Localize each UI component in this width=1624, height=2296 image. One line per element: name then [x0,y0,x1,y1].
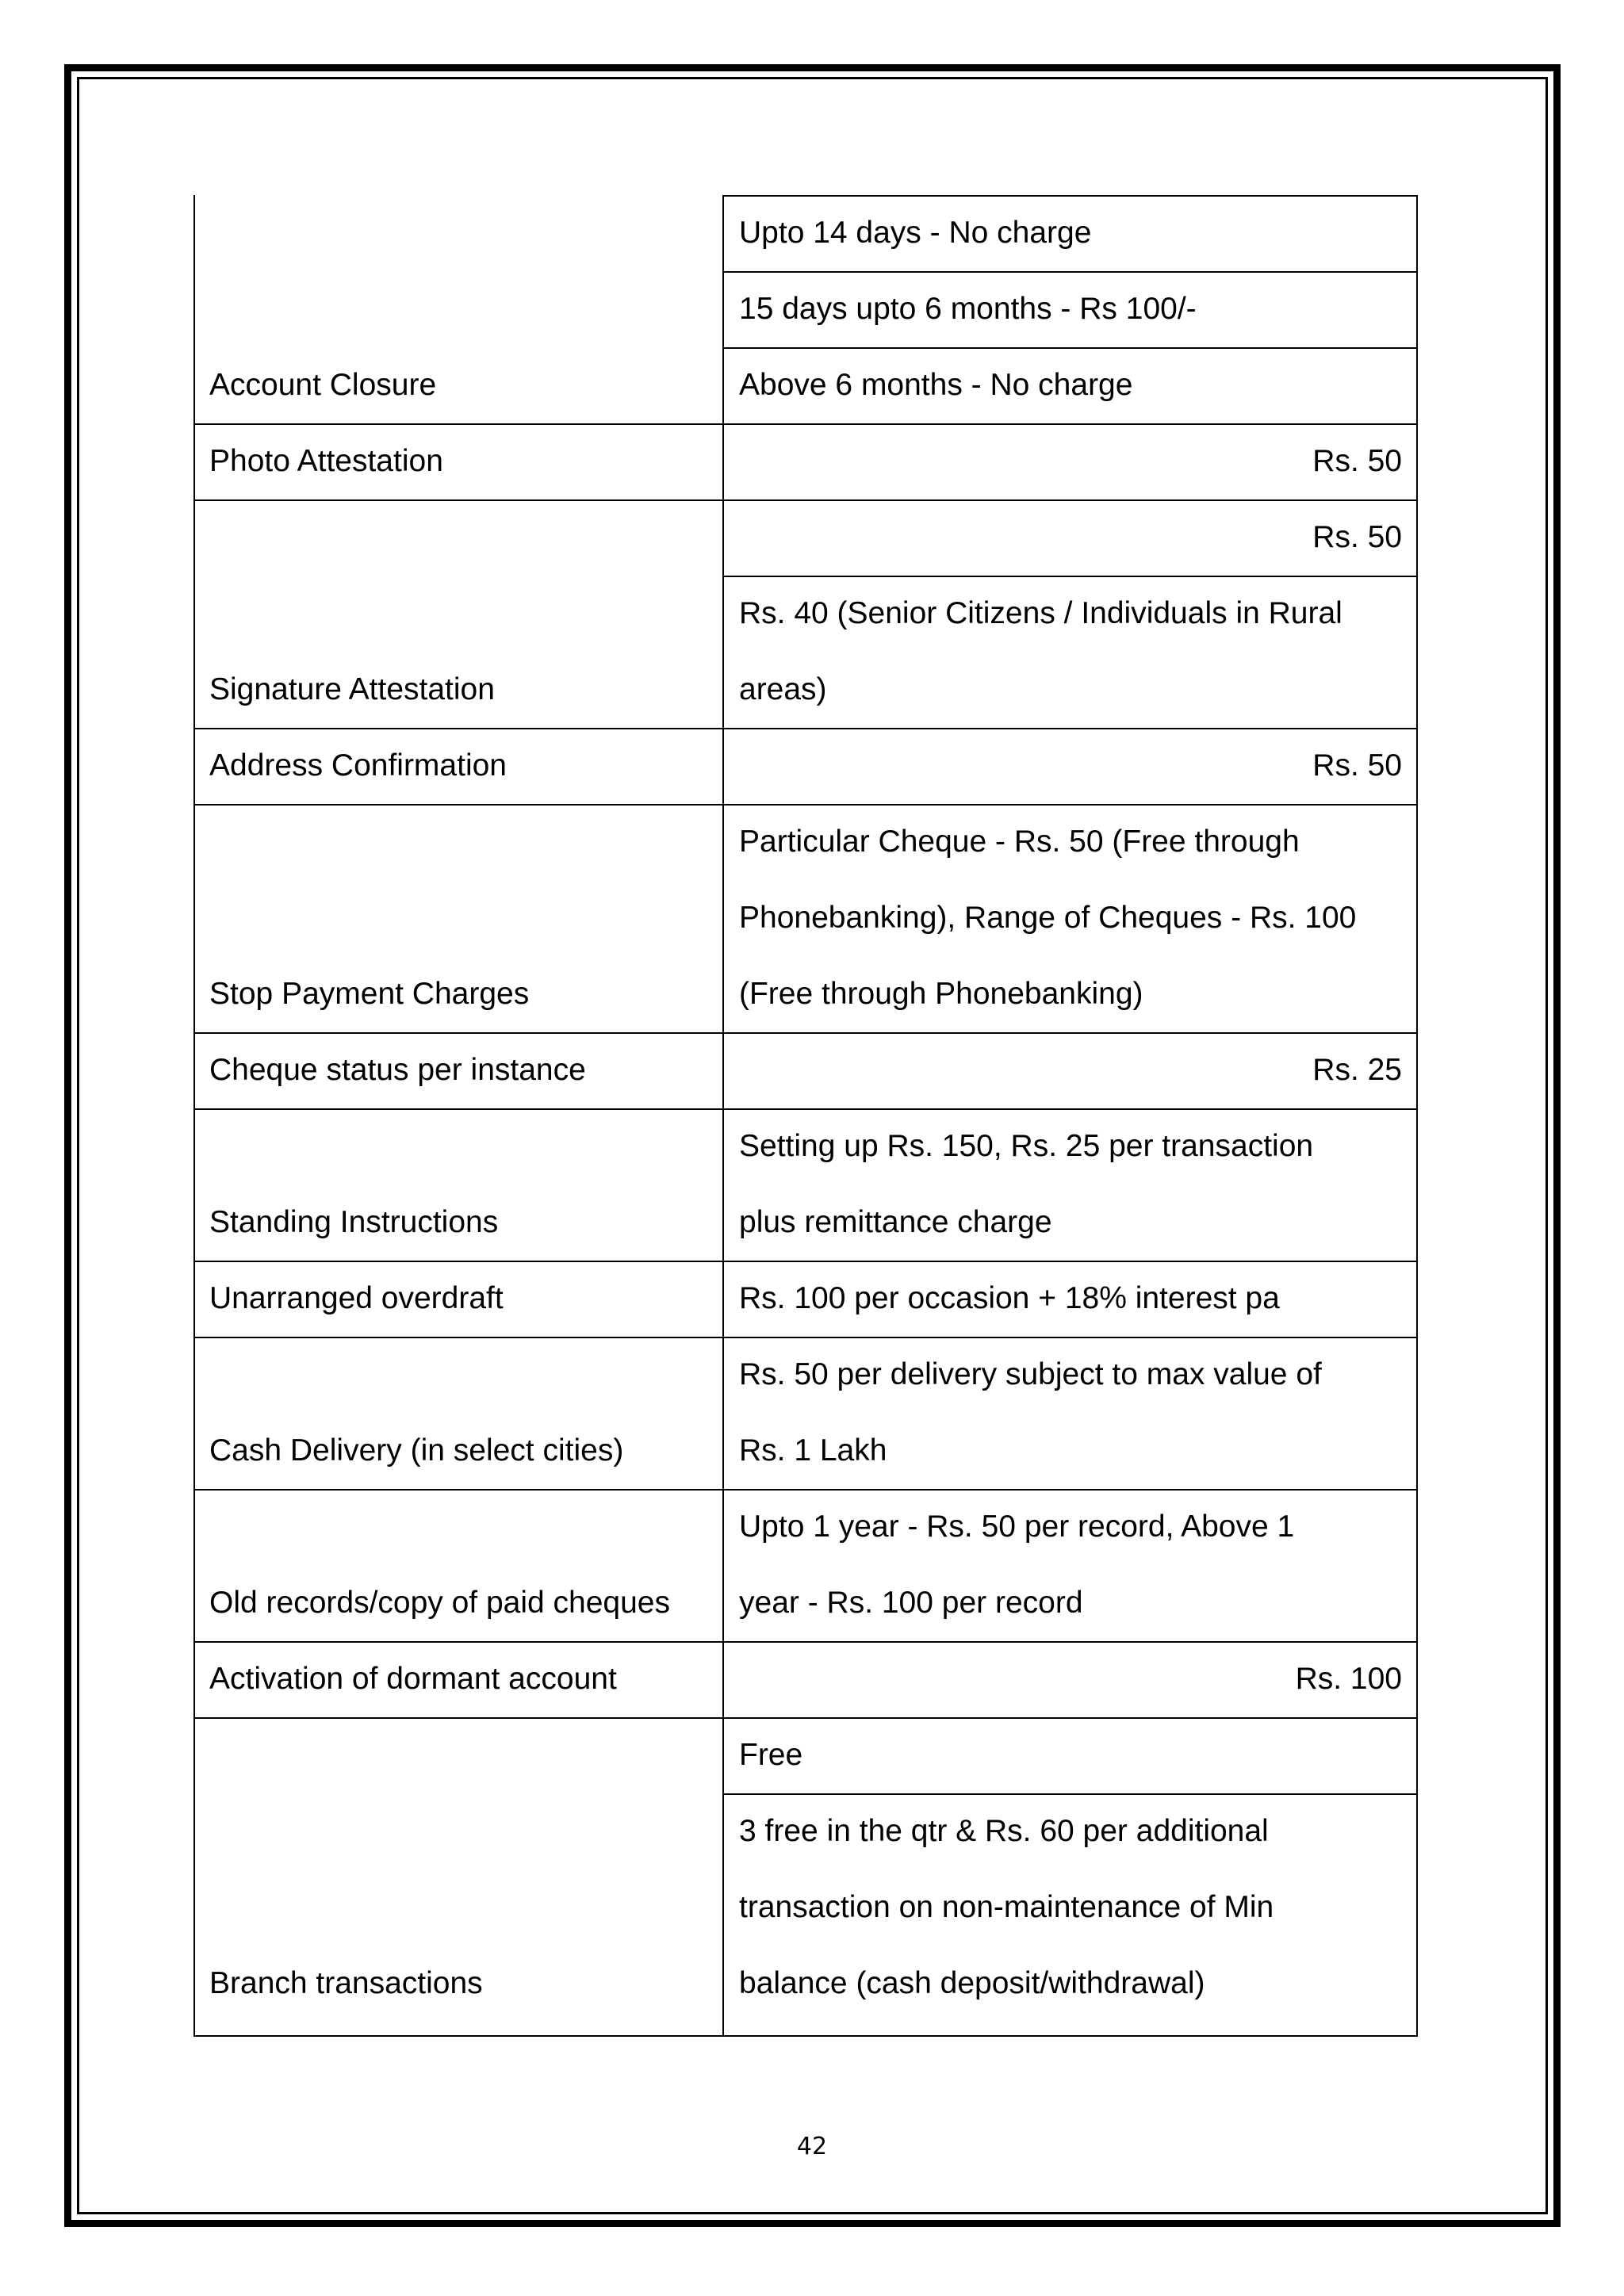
row-label-account-closure: Account Closure [209,368,437,402]
row-value: Rs. 100 per occasion + 18% interest pa [739,1281,1280,1315]
row-divider [193,1641,1418,1643]
row-value: Rs. 50 [1312,748,1402,783]
row-value: Rs. 50 [1312,520,1402,554]
table-line-middle [722,195,724,2037]
row-value: Phonebanking), Range of Cheques - Rs. 100 [739,901,1357,935]
row-value: Free [739,1738,803,1772]
table-line-left [193,195,195,2037]
table-line-bottom [193,2035,1418,2037]
row-value: Rs. 25 [1312,1053,1402,1087]
row-label-dormant-activation: Activation of dormant account [209,1662,617,1696]
row-value: Upto 1 year - Rs. 50 per record, Above 1 [739,1510,1295,1544]
table-line-right [1416,195,1418,2037]
row-label-standing-instructions: Standing Instructions [209,1205,499,1239]
row-divider [193,1489,1418,1490]
fee-table [193,195,1418,2037]
row-label-old-records: Old records/copy of paid cheques [209,1586,671,1620]
row-value: Upto 14 days - No charge [739,216,1092,250]
row-divider [193,728,1418,729]
row-divider [193,1108,1418,1110]
table-line-top [722,195,1418,197]
row-value: Rs. 50 per delivery subject to max value of [739,1357,1322,1391]
row-value: Above 6 months - No charge [739,368,1133,402]
row-value: areas) [739,672,827,706]
row-value: balance (cash deposit/withdrawal) [739,1966,1205,2000]
row-value: 3 free in the qtr & Rs. 60 per additional [739,1814,1269,1848]
row-divider [193,1032,1418,1034]
row-value: Rs. 40 (Senior Citizens / Individuals in Rural [739,596,1342,630]
row-value: 15 days upto 6 months - Rs 100/- [739,292,1197,326]
row-value: Rs. 1 Lakh [739,1433,887,1468]
row-label-branch-transactions: Branch transactions [209,1966,483,2000]
row-value: transaction on non-maintenance of Min [739,1890,1274,1924]
row-divider [193,804,1418,806]
subrow-divider [722,576,1418,577]
row-value: Rs. 50 [1312,444,1402,478]
row-value: Rs. 100 [1295,1662,1402,1696]
row-label-cash-delivery: Cash Delivery (in select cities) [209,1433,624,1468]
row-label-photo-attestation: Photo Attestation [209,444,443,478]
row-label-stop-payment-charges: Stop Payment Charges [209,977,530,1011]
row-value: year - Rs. 100 per record [739,1586,1083,1620]
row-label-address-confirmation: Address Confirmation [209,748,507,783]
row-label-cheque-status: Cheque status per instance [209,1053,586,1087]
row-label-signature-attestation: Signature Attestation [209,672,495,706]
row-value: Particular Cheque - Rs. 50 (Free through [739,825,1300,859]
row-divider [193,499,1418,501]
page-number: 42 [796,2133,828,2160]
subrow-divider [722,271,1418,273]
subrow-divider [722,347,1418,349]
row-label-unarranged-overdraft: Unarranged overdraft [209,1281,504,1315]
row-value: plus remittance charge [739,1205,1052,1239]
row-divider [193,1337,1418,1338]
row-divider [193,1717,1418,1719]
row-value: Setting up Rs. 150, Rs. 25 per transaction [739,1129,1314,1163]
subrow-divider [722,1793,1418,1795]
row-divider [193,1261,1418,1262]
row-divider [193,423,1418,425]
row-value: (Free through Phonebanking) [739,977,1143,1011]
